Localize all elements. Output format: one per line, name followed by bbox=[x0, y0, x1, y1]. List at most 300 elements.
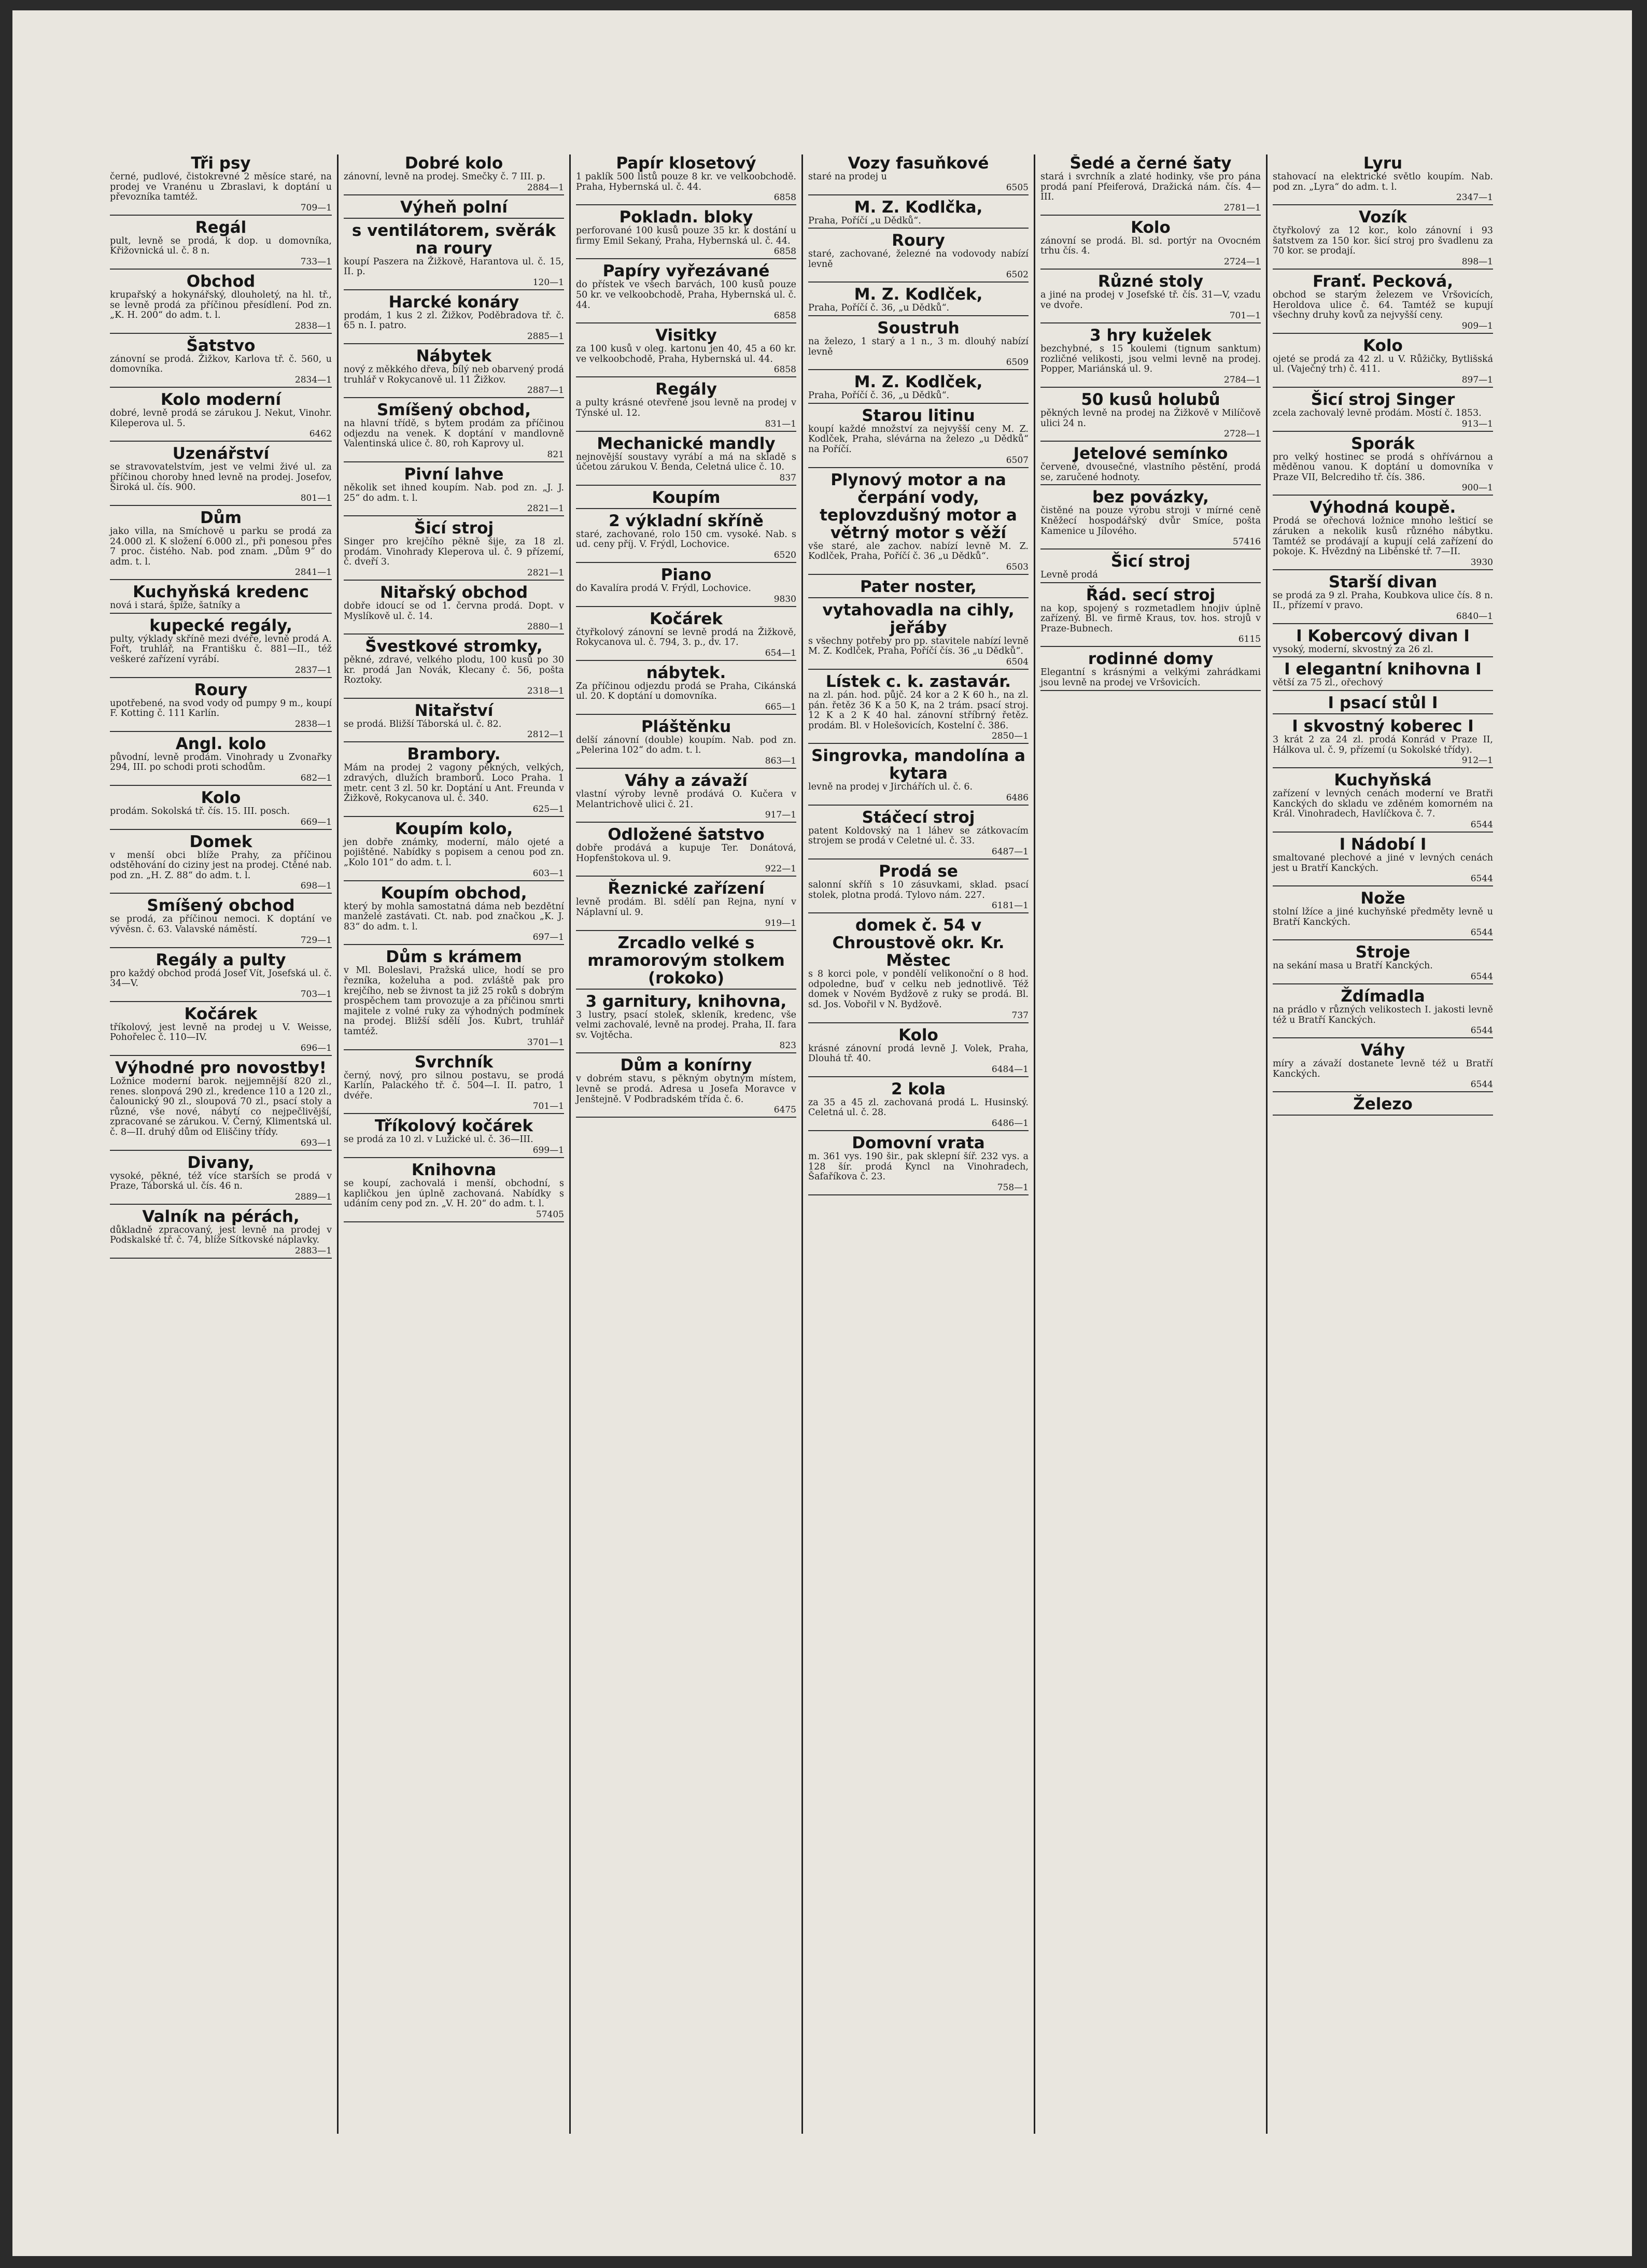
classified-ad bbox=[110, 219, 332, 270]
classified-ad bbox=[1273, 660, 1493, 691]
ad-title: Kočárek bbox=[650, 609, 723, 628]
ad-title: Kolo bbox=[1131, 218, 1171, 237]
ad-title: Šedé a černé šaty bbox=[1069, 154, 1232, 173]
classified-ad bbox=[110, 897, 332, 948]
ad-code: 6115 bbox=[1238, 634, 1261, 645]
ad-text: se prodá. Bližší Táborská ul. č. 82. bbox=[344, 719, 502, 729]
classified-ad bbox=[110, 583, 332, 614]
ad-code: 2318—1 bbox=[527, 685, 564, 696]
ad-text: pult, levně se prodá, k dop. u domovníka, Křižovnická ul. č. 8 n. bbox=[110, 235, 332, 257]
classified-ad bbox=[576, 154, 796, 205]
classified-ad bbox=[1040, 273, 1261, 323]
ad-code: 823 bbox=[779, 1040, 796, 1051]
ad-title: Starou litinu bbox=[862, 406, 975, 425]
classified-ad bbox=[576, 1056, 796, 1118]
ad-code: 57416 bbox=[1232, 537, 1261, 547]
classified-ad bbox=[576, 566, 796, 607]
ad-title: Starší divan bbox=[1328, 572, 1438, 591]
ad-code: 603—1 bbox=[532, 868, 564, 879]
ad-title: Nitařský obchod bbox=[379, 583, 528, 602]
ad-divider bbox=[344, 741, 564, 742]
ad-code: 6544 bbox=[1470, 1025, 1493, 1036]
ad-divider bbox=[576, 989, 796, 990]
ad-divider bbox=[1273, 333, 1493, 334]
ad-title: Nábytek bbox=[416, 346, 492, 365]
ad-divider bbox=[344, 515, 564, 516]
ad-code: 898—1 bbox=[1461, 256, 1493, 267]
classified-ad bbox=[1273, 771, 1493, 833]
ad-title: Dům a konírny bbox=[620, 1056, 752, 1075]
classified-ad bbox=[344, 519, 564, 581]
ad-title: Nože bbox=[1360, 889, 1405, 908]
classified-ad bbox=[576, 435, 796, 486]
ad-text: čtyřkolový za 12 kor., kolo zánovní i 93 šatstvem za 150 kor. šicí stroj pro švadlenu za 70 kor. se prodají. bbox=[1273, 226, 1493, 257]
ad-code: 6544 bbox=[1470, 820, 1493, 830]
ad-text: na prádlo v různých velikostech I. jakosti levně též u Bratří Kanckých. bbox=[1273, 1005, 1493, 1025]
ad-title: kupecké regály, bbox=[149, 616, 292, 635]
ad-code: 693—1 bbox=[300, 1137, 332, 1148]
ad-title: Roury bbox=[892, 231, 945, 250]
ad-divider bbox=[110, 947, 332, 948]
ad-text: Levně prodá bbox=[1040, 570, 1098, 581]
ad-divider bbox=[1040, 322, 1261, 323]
ad-divider bbox=[1040, 484, 1261, 485]
ad-code: 6503 bbox=[1006, 561, 1029, 572]
ad-title: Kolo bbox=[1363, 336, 1403, 355]
ad-code: 2883—1 bbox=[294, 1245, 332, 1256]
ad-code: 922—1 bbox=[765, 864, 796, 875]
ad-text: čistěné na pouze výrobu stroji v mírné ceně Kněžecí hospodářský dvůr Smíce, pošta Kamenice u Jílového. bbox=[1040, 505, 1261, 537]
classified-ad bbox=[110, 154, 332, 216]
ad-divider bbox=[344, 397, 564, 398]
ad-code: 2841—1 bbox=[294, 567, 332, 578]
ad-text: vše staré, ale zachov. nabízí levně M. Z. Kodlček, Praha, Poříčí č. 36 „u Dědků“. bbox=[808, 541, 1029, 562]
ad-code: 703—1 bbox=[300, 989, 332, 999]
ad-title: Harcké konáry bbox=[388, 292, 519, 312]
classified-ad bbox=[1273, 573, 1493, 624]
ad-text: vlastní výroby levně prodává O. Kučera v Melantrichově ulici č. 21. bbox=[576, 789, 796, 810]
classified-ad bbox=[576, 262, 796, 323]
ad-title: Smíšený obchod, bbox=[377, 401, 531, 420]
classified-ad bbox=[576, 327, 796, 377]
ad-code: 2837—1 bbox=[294, 665, 332, 675]
ad-divider bbox=[344, 1113, 564, 1114]
classified-ad bbox=[344, 466, 564, 516]
classified-ad bbox=[808, 809, 1029, 860]
ad-title: Švestkové stromky, bbox=[365, 637, 543, 656]
ad-title: Plynový motor a na čerpání vody, teplovzdušný motor a větrný motor s věží bbox=[820, 470, 1017, 542]
ad-divider bbox=[808, 597, 1029, 598]
ad-code: 2880—1 bbox=[527, 622, 564, 632]
ad-text: Singer pro krejčího pěkně šije, za 18 zl. prodám. Vinohrady Kleperova ul. č. 9 přízemí, č. dveří 3. bbox=[344, 537, 564, 568]
ad-divider bbox=[344, 944, 564, 945]
ad-code: 6505 bbox=[1006, 182, 1029, 193]
classified-ad bbox=[344, 1161, 564, 1222]
ad-title: Lyru bbox=[1363, 154, 1403, 173]
classified-ad bbox=[344, 702, 564, 743]
ad-divider bbox=[344, 698, 564, 699]
ad-text: zcela zachovalý levně prodám. Mostí č. 1853. bbox=[1273, 407, 1482, 418]
ad-divider bbox=[576, 714, 796, 715]
ad-divider bbox=[344, 461, 564, 462]
classified-ad bbox=[808, 199, 1029, 229]
classified-ad bbox=[808, 407, 1029, 468]
ad-title: Ždímadla bbox=[1341, 987, 1425, 1006]
classified-ad bbox=[1040, 650, 1261, 691]
classified-ad bbox=[344, 638, 564, 699]
ad-divider bbox=[576, 508, 796, 509]
classified-ad bbox=[576, 512, 796, 563]
ad-text: dobře idoucí se od 1. června prodá. Dopt. v Myslíkově ul. č. 14. bbox=[344, 600, 564, 622]
classified-ad bbox=[1273, 627, 1493, 658]
ad-code: 6475 bbox=[773, 1105, 796, 1116]
ad-code: 897—1 bbox=[1461, 374, 1493, 385]
classified-ad bbox=[1040, 219, 1261, 270]
ad-code: 6486 bbox=[1006, 792, 1029, 803]
ad-text: se prodá za 10 zl. v Lužické ul. č. 36—III. bbox=[344, 1134, 533, 1145]
ad-code: 2838—1 bbox=[294, 320, 332, 331]
ad-divider bbox=[1040, 215, 1261, 216]
ad-title: Uzenářství bbox=[172, 444, 270, 463]
ad-divider bbox=[576, 1117, 796, 1118]
classified-ad bbox=[344, 199, 564, 219]
ad-title: Papíry vyřezávané bbox=[602, 262, 770, 281]
classified-ad bbox=[576, 993, 796, 1054]
ad-title: Regál bbox=[195, 218, 247, 237]
ad-code: 6544 bbox=[1470, 1079, 1493, 1090]
ad-divider bbox=[110, 215, 332, 216]
classified-ad bbox=[576, 880, 796, 931]
ad-title: Sporák bbox=[1351, 434, 1415, 453]
ad-title: Kuchyňská bbox=[1334, 771, 1432, 790]
ad-divider bbox=[808, 467, 1029, 468]
ad-text: na sekání masa u Bratří Kanckých. bbox=[1273, 961, 1433, 971]
classified-ad bbox=[344, 154, 564, 195]
classified-ad bbox=[1040, 586, 1261, 647]
classified-ad bbox=[576, 381, 796, 431]
ad-title: Smíšený obchod bbox=[147, 896, 295, 915]
ad-text: černý, nový, pro silnou postavu, se prodá Karlín, Palackého tř. č. 504—I. II. patro, 1 dvéře. bbox=[344, 1070, 564, 1101]
ad-text: v dobrém stavu, s pěkným obytným místem, levně se prodá. Adresa u Josefa Moravce v Jenštejně. V Podbradském třída č. 6. bbox=[576, 1074, 796, 1105]
ad-code: 699—1 bbox=[532, 1145, 564, 1156]
ad-code: 57405 bbox=[536, 1209, 564, 1220]
ad-code: 698—1 bbox=[300, 881, 332, 892]
classified-ad bbox=[808, 1134, 1029, 1195]
classified-ad bbox=[1273, 208, 1493, 270]
ad-divider bbox=[1273, 832, 1493, 833]
classified-ad bbox=[576, 826, 796, 877]
ad-text: upotřebené, na svod vody od pumpy 9 m., koupí F. Kotting č. 111 Karlín. bbox=[110, 698, 332, 719]
classified-ad bbox=[808, 1026, 1029, 1077]
classified-ad bbox=[1273, 1095, 1493, 1116]
ad-code: 2821—1 bbox=[527, 503, 564, 514]
ad-divider bbox=[110, 441, 332, 442]
ad-divider bbox=[110, 579, 332, 580]
ad-code: 665—1 bbox=[765, 701, 796, 712]
ad-text: v Ml. Boleslavi, Pražská ulice, hodí se pro řezníka, koželuha a pod. zvláště pak pro krejčího, neb se živnost ta již 25 roků s dobrým prospěchem tam provozuje a za příčinou smrti majitele z volné ruky za výhodných podmínek na prodej. Bližší sdělí Jos. Kubrt, truhlář tamtéž. bbox=[344, 965, 564, 1037]
ad-code: 6858 bbox=[773, 311, 796, 321]
ad-text: stahovací na elektrické světlo koupím. Nab. pod zn. „Lyra“ do adm. t. l. bbox=[1273, 172, 1493, 192]
classified-ad bbox=[110, 391, 332, 442]
ad-code: 2724—1 bbox=[1223, 256, 1261, 267]
ad-code: 6486—1 bbox=[991, 1118, 1029, 1129]
ad-text: černé, pudlové, čistokrevné 2 měsíce staré, na prodej ve Vranénu u Zbraslavi, k doptání u převozníka tamtéž. bbox=[110, 172, 332, 203]
ad-title: Tři psy bbox=[191, 154, 251, 173]
column-1 bbox=[105, 154, 337, 2134]
ad-divider bbox=[808, 228, 1029, 229]
ad-code: 669—1 bbox=[300, 816, 332, 827]
ad-title: Kolo moderní bbox=[160, 390, 281, 409]
ad-divider bbox=[1040, 582, 1261, 583]
ad-text: 1 paklík 500 listů pouze 8 kr. ve velkoobchodě. Praha, Hybernská ul. č. 44. bbox=[576, 172, 796, 192]
classified-ad bbox=[110, 681, 332, 732]
ad-title: Nitařství bbox=[414, 701, 494, 720]
ad-text: do přístek ve všech barvách, 100 kusů pouze 50 kr. ve velkoobchodě, Praha, Hybernská ul. č. 44. bbox=[576, 279, 796, 311]
ad-code: 733—1 bbox=[300, 256, 332, 267]
ad-divider bbox=[1273, 569, 1493, 570]
ad-title: Tříkolový kočárek bbox=[374, 1117, 533, 1136]
ad-text: stolní lžíce a jiné kuchyňské předměty levně u Bratří Kanckých. bbox=[1273, 907, 1493, 927]
ad-divider bbox=[344, 580, 564, 581]
ad-divider bbox=[1273, 885, 1493, 886]
ad-text: pro každý obchod prodá Josef Vít, Josefská ul. č. 34—V. bbox=[110, 968, 332, 989]
ad-code: 737 bbox=[1011, 1010, 1029, 1021]
ad-title: Váhy a závaží bbox=[625, 771, 748, 791]
classified-ad bbox=[110, 337, 332, 388]
classified-ad bbox=[1273, 337, 1493, 388]
ad-text: zánovní se prodá. Žižkov, Karlova tř. č. 560, u domovníka. bbox=[110, 354, 332, 375]
classified-ad bbox=[1040, 553, 1261, 583]
ad-text: koupí každé množství za nejvyšší ceny M. Z. Kodlček, Praha, slévárna na železo „u Dědků“ na Poříčí. bbox=[808, 424, 1029, 455]
ad-title: Výhodné pro novostby! bbox=[115, 1058, 327, 1077]
ad-divider bbox=[344, 218, 564, 219]
ad-text: a pulty krásné otevřené jsou levně na prodej v Týnské ul. 12. bbox=[576, 398, 796, 418]
ad-text: zánovní, levně na prodej. Smečky č. 7 III. p. bbox=[344, 172, 545, 182]
ad-text: krásné zánovní prodá levně J. Volek, Praha, Dlouhá tř. 40. bbox=[808, 1043, 1029, 1064]
ad-divider bbox=[110, 613, 332, 614]
ad-divider bbox=[344, 289, 564, 290]
ad-code: 6487—1 bbox=[991, 847, 1029, 857]
ad-code: 654—1 bbox=[765, 647, 796, 658]
ad-text: prodám. Sokolská tř. čís. 15. III. posch. bbox=[110, 806, 290, 817]
ad-title: M. Z. Kodlček, bbox=[854, 285, 983, 304]
ad-text: původní, levně prodám. Vinohrady u Zvonařky 294, III. po schodi proti schodům. bbox=[110, 752, 332, 773]
ad-text: nová i stará, špíže, šatníky a bbox=[110, 600, 241, 611]
ad-title: Franť. Pecková, bbox=[1313, 272, 1453, 291]
ad-code: 2887—1 bbox=[527, 385, 564, 396]
ad-text: čtyřkolový zánovní se levně prodá na Žižkově, Rokycanova ul. č. 794, 3. p., dv. 17. bbox=[576, 627, 796, 648]
ad-divider bbox=[808, 574, 1029, 575]
ad-text: levně prodám. Bl. sdělí pan Rejna, nyní v Náplavní ul. 9. bbox=[576, 897, 796, 918]
ad-title: Železo bbox=[1353, 1095, 1413, 1114]
ad-text: za 35 a 45 zl. zachovaná prodá L. Husinský. Celetná ul. č. 28. bbox=[808, 1097, 1029, 1118]
ad-text: Praha, Poříčí č. 36, „u Dědků“. bbox=[808, 390, 950, 401]
ad-title: Brambory. bbox=[407, 745, 501, 764]
classified-ad bbox=[576, 772, 796, 823]
ad-code: 6858 bbox=[773, 246, 796, 257]
ad-divider bbox=[110, 1150, 332, 1151]
ad-divider bbox=[110, 269, 332, 270]
classified-ad bbox=[808, 673, 1029, 744]
ad-divider bbox=[808, 1194, 1029, 1195]
ad-divider bbox=[1273, 495, 1493, 496]
ad-title: Odložené šatstvo bbox=[608, 825, 765, 844]
ad-title: Pivní lahve bbox=[404, 464, 504, 484]
ad-code: 3930 bbox=[1470, 557, 1493, 568]
ad-divider bbox=[808, 912, 1029, 913]
ad-text: staré, zachované, železné na vodovody nabízí levně bbox=[808, 249, 1029, 270]
ad-title: s ventilátorem, svěrák na roury bbox=[351, 221, 556, 258]
ad-title: Dům bbox=[200, 508, 242, 527]
ad-code: 909—1 bbox=[1461, 320, 1493, 331]
ad-title: Koupím kolo, bbox=[395, 819, 513, 838]
ad-code: 2838—1 bbox=[294, 719, 332, 729]
ad-text: dobře prodává a kupuje Ter. Donátová, Hopfenštokova ul. 9. bbox=[576, 843, 796, 864]
ad-text: stará i svrchník a zlaté hodinky, vše pro pána prodá paní Pfeiferová, Dražická nám. čís. 4—III. bbox=[1040, 172, 1261, 203]
ad-code: 2834—1 bbox=[294, 374, 332, 385]
ad-text: Mám na prodej 2 vagony pěkných, velkých, zdravých, dlužích bramborů. Loco Praha. 1 metr. cent 3 zl. 50 kr. Doptání u Ant. Freunda v Žižkově, Rokycanova ul. č. 340. bbox=[344, 763, 564, 804]
ad-divider bbox=[110, 677, 332, 678]
ad-text: obchod se starým železem ve Vršovicích, Heroldova ulice č. 64. Tamtéž se kupují všechny druhy kovů za nejvyšší ceny. bbox=[1273, 289, 1493, 321]
classified-ad bbox=[1273, 273, 1493, 334]
ad-text: Ložnice moderní barok. nejjemnější 820 zl., renes. slonpová 290 zl., kredence 110 a 120 zl., čalounický 90 zl., sloupová 70 zl., psací stoly a různé, vše nové, nábytí co nejpečlivější, zpracované se zárukou. V. Černý, Klimentská ul. č. 8—II. druhý dům od Eliščiny třídy. bbox=[110, 1076, 332, 1137]
classified-ad bbox=[576, 208, 796, 259]
ad-text: krupařský a hokynářský, dlouholetý, na hl. tř., se levně prodá za příčinou přesídlení. Pod zn. „K. H. 200“ do adm. t. l. bbox=[110, 289, 332, 321]
classified-ad bbox=[110, 789, 332, 830]
ad-text: Praha, Poříčí č. 36, „u Dědků“. bbox=[808, 303, 950, 314]
ad-title: Domovní vrata bbox=[852, 1134, 985, 1152]
ad-title: Piano bbox=[660, 565, 712, 584]
ad-text: se prodá za 9 zl. Praha, Koubkova ulice čís. 8 n. II., přízemí v pravo. bbox=[1273, 590, 1493, 611]
ad-code: 2885—1 bbox=[527, 331, 564, 342]
ad-code: 2781—1 bbox=[1223, 202, 1261, 213]
column-5 bbox=[1034, 154, 1266, 2134]
classified-ad bbox=[110, 617, 332, 678]
ad-code: 919—1 bbox=[765, 918, 796, 928]
ad-code: 801—1 bbox=[300, 492, 332, 503]
ad-divider bbox=[1273, 1091, 1493, 1092]
ad-divider bbox=[110, 785, 332, 786]
ad-title: Domek bbox=[189, 832, 252, 851]
ad-title: I elegantní knihovna I bbox=[1284, 660, 1482, 679]
ad-text: nejnovější soustavy vyrábí a má na skladě s účetou zárukou V. Benda, Celetná ulice č. 10. bbox=[576, 452, 796, 473]
ad-title: Výheň polní bbox=[400, 198, 508, 217]
ad-divider bbox=[110, 829, 332, 830]
classified-ad bbox=[110, 1208, 332, 1259]
ad-divider bbox=[808, 194, 1029, 195]
classified-ad bbox=[110, 951, 332, 1002]
ad-text: a jiné na prodej v Josefské tř. čís. 31—V, vzadu ve dvoře. bbox=[1040, 289, 1261, 311]
ad-title: Šicí stroj bbox=[1110, 552, 1191, 571]
ad-text: Za příčinou odjezdu prodá se Praha, Cikánská ul. 20. K doptání u domovníka. bbox=[576, 681, 796, 702]
classified-ad bbox=[808, 286, 1029, 316]
ad-text: dobré, levně prodá se zárukou J. Nekut, Vinohr. Kileperova ul. 5. bbox=[110, 407, 332, 429]
ad-title: Angl. kolo bbox=[175, 734, 266, 753]
ad-title: Svrchník bbox=[414, 1052, 494, 1072]
ad-text: na železo, 1 starý a 1 n., 3 m. dlouhý nabízí levně bbox=[808, 336, 1029, 357]
ad-code: 709—1 bbox=[300, 202, 332, 213]
ad-divider bbox=[1273, 939, 1493, 940]
ad-title: nábytek. bbox=[646, 663, 726, 682]
ad-code: 701—1 bbox=[1229, 311, 1261, 321]
ad-code: 2728—1 bbox=[1223, 429, 1261, 440]
ad-code: 758—1 bbox=[997, 1182, 1029, 1193]
classified-ad bbox=[576, 489, 796, 509]
classified-ad bbox=[110, 833, 332, 894]
ad-text: do Kavalíra prodá V. Frýdl, Lochovice. bbox=[576, 583, 751, 594]
ad-text: zánovní se prodá. Bl. sd. portýr na Ovocném trhu čís. 4. bbox=[1040, 235, 1261, 257]
classified-ad bbox=[344, 222, 564, 290]
classified-ad bbox=[808, 747, 1029, 806]
classified-ad bbox=[808, 578, 1029, 598]
ad-divider bbox=[1040, 269, 1261, 270]
ad-divider bbox=[1273, 387, 1493, 388]
ad-code: 6181—1 bbox=[991, 900, 1029, 911]
ad-text: m. 361 vys. 190 šir., pak sklepní šíř. 232 vys. a 128 šír. prodá Kyncl na Vinohradech, Šafaříkova č. 23. bbox=[808, 1151, 1029, 1182]
ad-title: Kočárek bbox=[184, 1004, 258, 1023]
ad-divider bbox=[808, 1130, 1029, 1131]
ad-title: Valník na pérách, bbox=[142, 1207, 300, 1226]
ad-text: na zl. pán. hod. půjč. 24 kor a 2 K 60 h., na zl. pán. řetěz 36 K a 50 K, na 2 trám. psací stroj. 12 K a 2 K 40 hal. zánovní stříbrný řetěz. prodám. Bl. v Holešovicích, Kostelní č. 386. bbox=[808, 689, 1029, 731]
ad-title: Singrovka, mandolína a kytara bbox=[811, 746, 1025, 783]
ad-divider bbox=[576, 606, 796, 607]
ad-divider bbox=[344, 194, 564, 195]
ad-code: 2850—1 bbox=[991, 731, 1029, 742]
ad-divider bbox=[1273, 269, 1493, 270]
ad-title: I skvostný koberec I bbox=[1292, 717, 1474, 736]
classified-ad bbox=[808, 154, 1029, 195]
ad-code: 2347—1 bbox=[1456, 192, 1493, 203]
classified-ad bbox=[1273, 154, 1493, 205]
ad-code: 900—1 bbox=[1461, 483, 1493, 494]
ad-divider bbox=[110, 1055, 332, 1056]
column-6 bbox=[1266, 154, 1498, 2134]
classified-ad bbox=[344, 401, 564, 462]
ad-code: 2889—1 bbox=[294, 1191, 332, 1202]
ad-code: 697—1 bbox=[532, 932, 564, 943]
ad-divider bbox=[110, 893, 332, 894]
ad-divider bbox=[576, 930, 796, 931]
ad-divider bbox=[1040, 646, 1261, 647]
classified-ad bbox=[1273, 391, 1493, 432]
ad-text: ojeté se prodá za 42 zl. u V. Růžičky, Bytlišská ul. (Vaječný trh) č. 411. bbox=[1273, 354, 1493, 375]
ad-text: vysoký, moderní, skvostný za 26 zl. bbox=[1273, 644, 1433, 655]
ad-title: Váhy bbox=[1360, 1041, 1405, 1060]
ad-title: Jetelové semínko bbox=[1073, 444, 1228, 463]
ad-divider bbox=[808, 369, 1029, 370]
classified-ad bbox=[344, 1053, 564, 1115]
classified-ad bbox=[344, 347, 564, 398]
ad-text: vysoké, pěkné, též více starších se prodá v Praze, Táborská ul. čís. 46 n. bbox=[110, 1171, 332, 1192]
ad-title: 3 hry kuželek bbox=[1090, 326, 1212, 345]
ad-code: 831—1 bbox=[765, 418, 796, 429]
ad-title: I Nádobí I bbox=[1339, 835, 1427, 854]
ad-divider bbox=[576, 376, 796, 377]
column-4 bbox=[801, 154, 1034, 2134]
ad-code: 912—1 bbox=[1461, 755, 1493, 766]
ad-text: nový z měkkého dřeva, bílý neb obarvený prodá truhlář v Rokycanově ul. 11 Žižkov. bbox=[344, 364, 564, 385]
ad-divider bbox=[344, 1221, 564, 1222]
ad-title: Různé stoly bbox=[1097, 272, 1204, 291]
ad-title: Kolo bbox=[201, 788, 241, 808]
classified-ad bbox=[808, 1080, 1029, 1131]
ad-title: Stáčecí stroj bbox=[862, 808, 975, 827]
ad-title: Obchod bbox=[186, 272, 256, 291]
ad-title: I psací stůl I bbox=[1328, 694, 1438, 713]
ad-title: Řád. secí stroj bbox=[1086, 585, 1216, 604]
ad-text: delší zánovní (double) koupím. Nab. pod zn. „Pelerina 102“ do adm. t. l. bbox=[576, 735, 796, 756]
classified-ad bbox=[110, 1005, 332, 1056]
